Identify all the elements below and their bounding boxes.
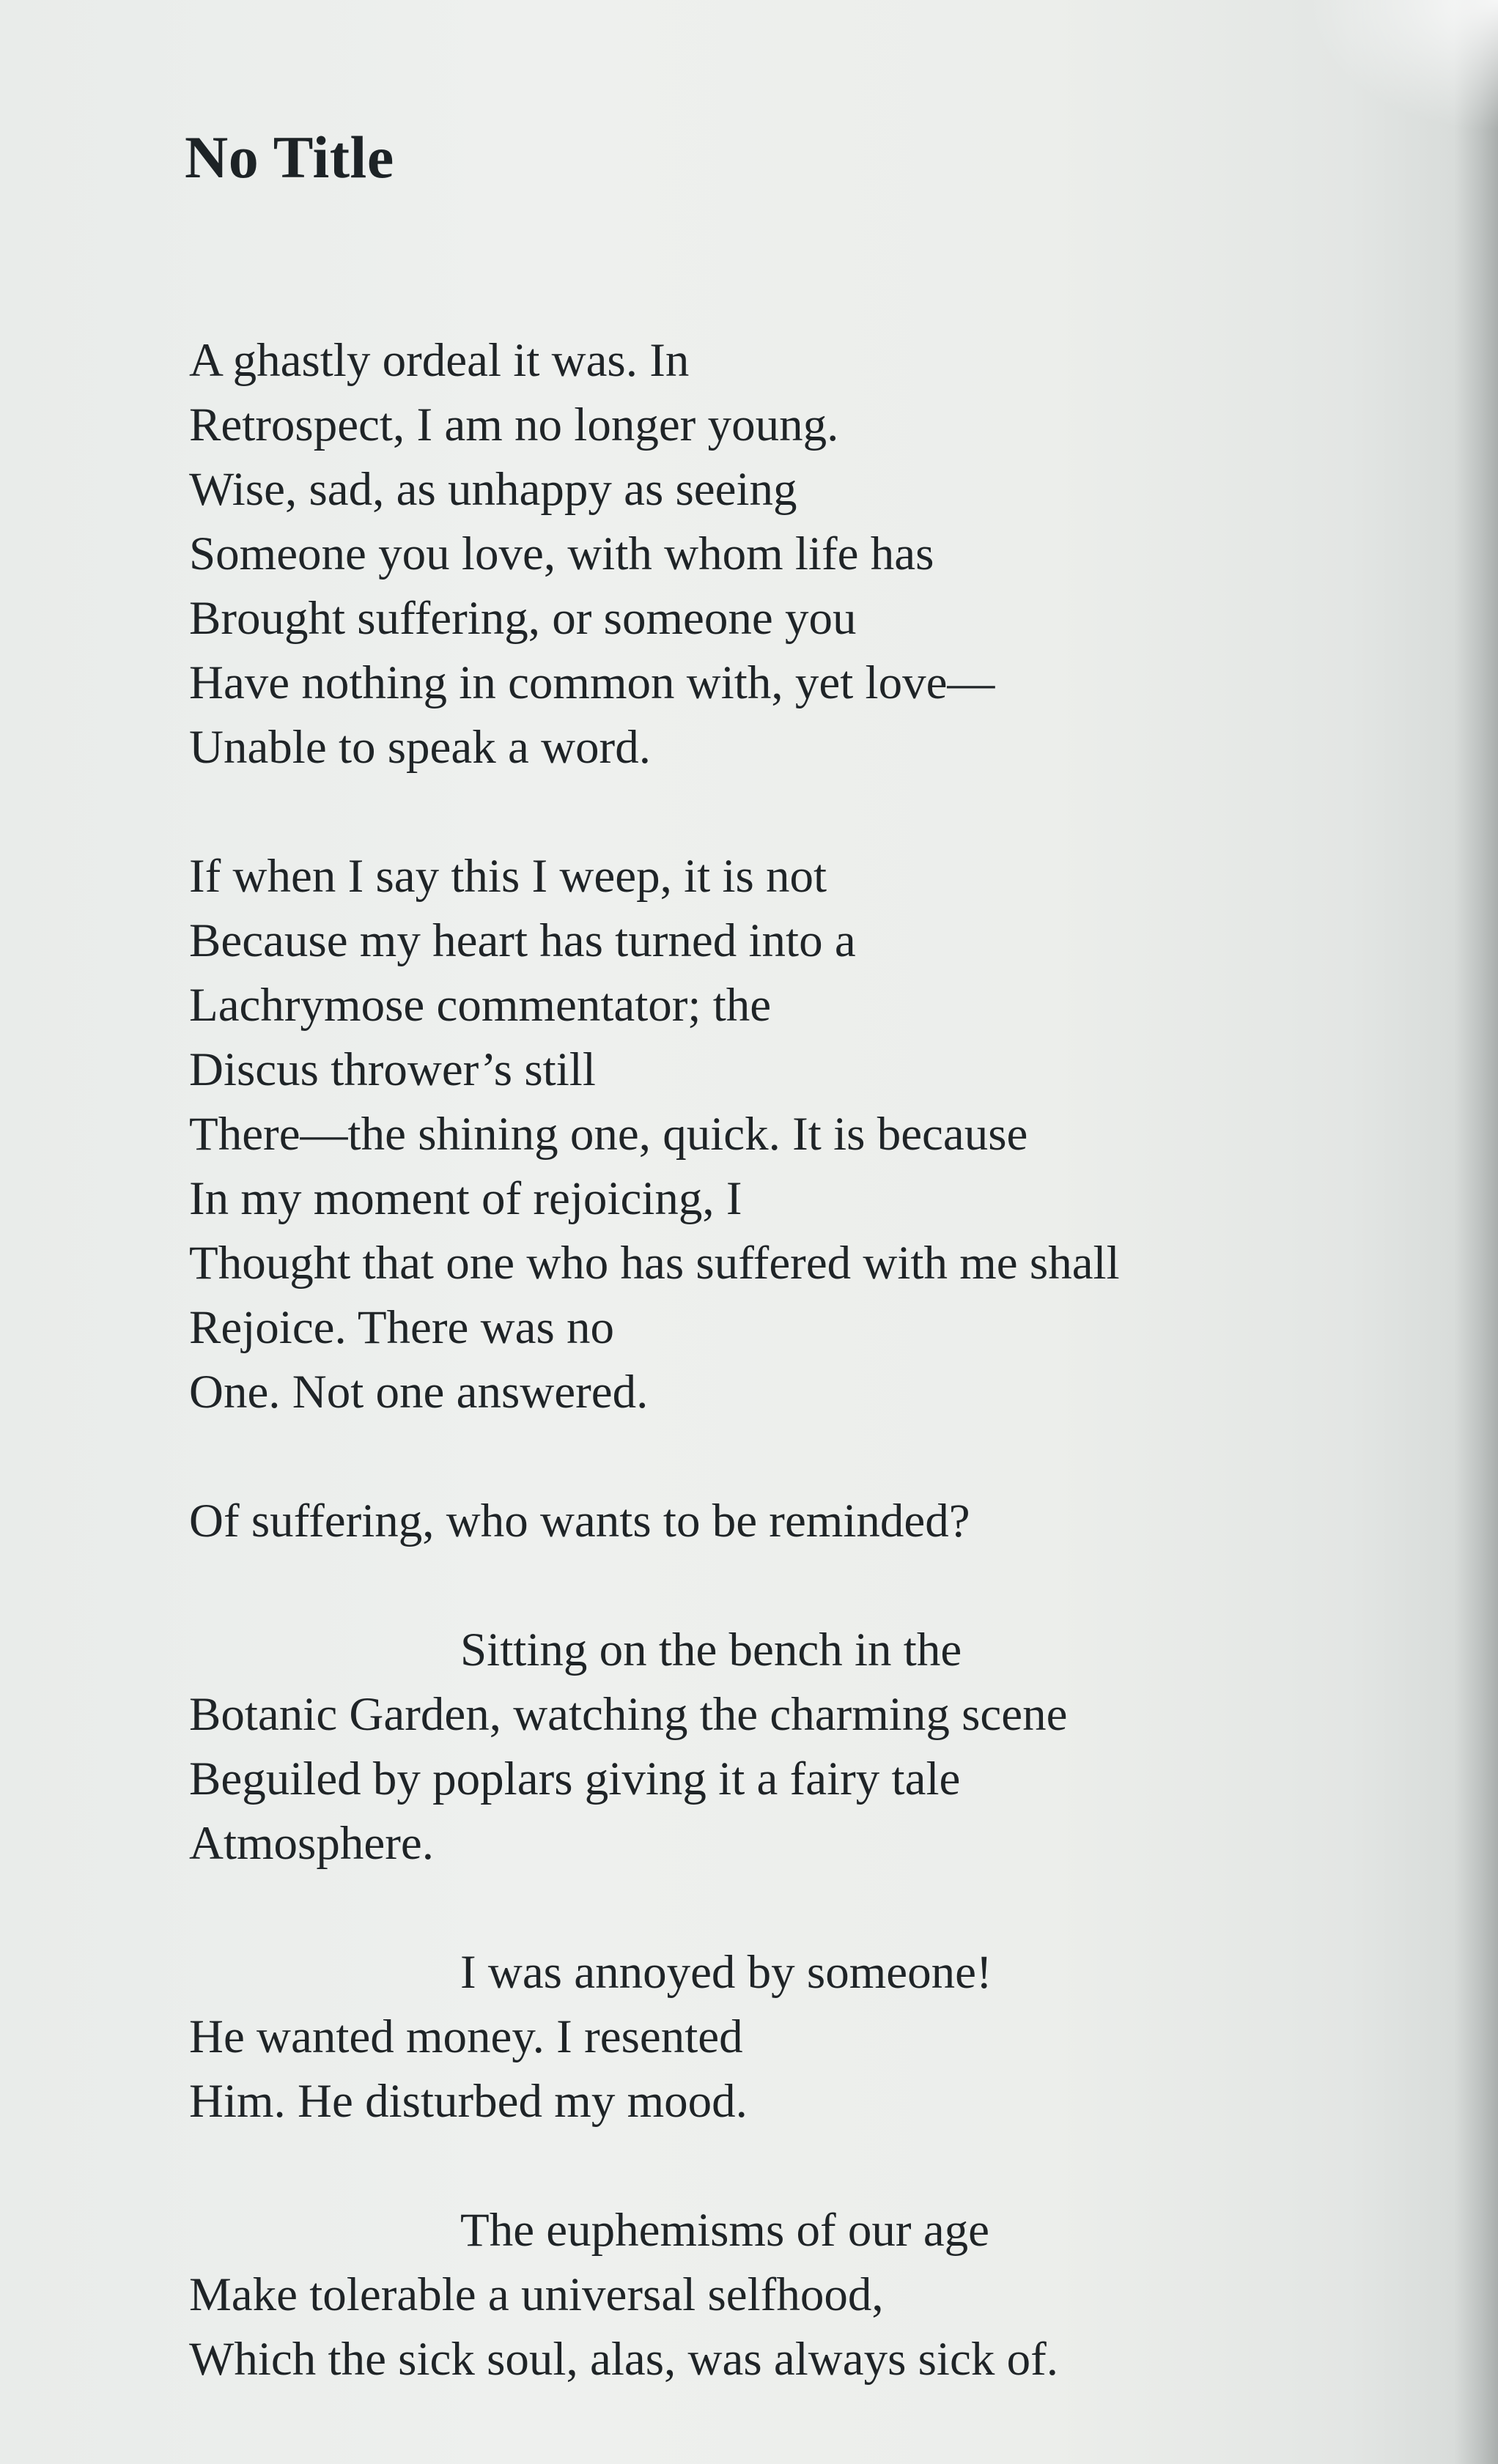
stanza-4 — [189, 1618, 1391, 1876]
poem-line-indented: The euphemisms of our age — [460, 2204, 990, 2257]
poem-line: Brought suffering, or someone you — [189, 592, 857, 645]
poem-line: Which the sick soul, alas, was always sick of. — [189, 2333, 1058, 2386]
poem-line: Rejoice. There was no — [189, 1301, 614, 1354]
poem-line: Someone you love, with whom life has — [189, 528, 934, 580]
poem-line: If when I say this I weep, it is not — [189, 850, 827, 903]
poem-line: He wanted money. I resented — [189, 2010, 743, 2063]
light-glare — [1307, 0, 1498, 132]
poem-title: No Title — [185, 124, 394, 190]
poem-line: Lachrymose commentator; the — [189, 979, 772, 1032]
poem-line: Thought that one who has suffered with me shall — [189, 1237, 1120, 1290]
stanza-6 — [189, 2198, 1391, 2391]
poem-line: Make tolerable a universal selfhood, — [189, 2268, 884, 2321]
poem-line: Him. He disturbed my mood. — [189, 2075, 748, 2128]
poem-body — [189, 328, 1391, 2456]
poem-line: Botanic Garden, watching the charming scene — [189, 1688, 1068, 1741]
poem-line: Because my heart has turned into a — [189, 914, 856, 967]
poem-line: Unable to speak a word. — [189, 721, 651, 774]
poem-line: Retrospect, I am no longer young. — [189, 399, 839, 451]
stanza-1 — [189, 328, 1391, 780]
poem-line-indented: I was annoyed by someone! — [460, 1946, 992, 1999]
stanza-2 — [189, 844, 1391, 1424]
poem-line: Atmosphere. — [189, 1817, 434, 1870]
poem-line: There—the shining one, quick. It is because — [189, 1108, 1028, 1161]
poem-line: Of suffering, who wants to be reminded? — [189, 1495, 970, 1547]
page-edge-shadow — [1454, 0, 1498, 2464]
stanza-3 — [189, 1489, 1391, 1553]
poem-line: One. Not one answered. — [189, 1366, 649, 1418]
poem-line-indented: Sitting on the bench in the — [460, 1624, 962, 1676]
stanza-5 — [189, 1940, 1391, 2134]
poem-line: Have nothing in common with, yet love— — [189, 656, 995, 709]
poem-line: Beguiled by poplars giving it a fairy tale — [189, 1753, 961, 1805]
poem-line: A ghastly ordeal it was. In — [189, 334, 690, 387]
poem-line: Discus thrower’s still — [189, 1043, 596, 1096]
poem-line: Wise, sad, as unhappy as seeing — [189, 463, 797, 516]
poem-line: In my moment of rejoicing, I — [189, 1172, 742, 1225]
